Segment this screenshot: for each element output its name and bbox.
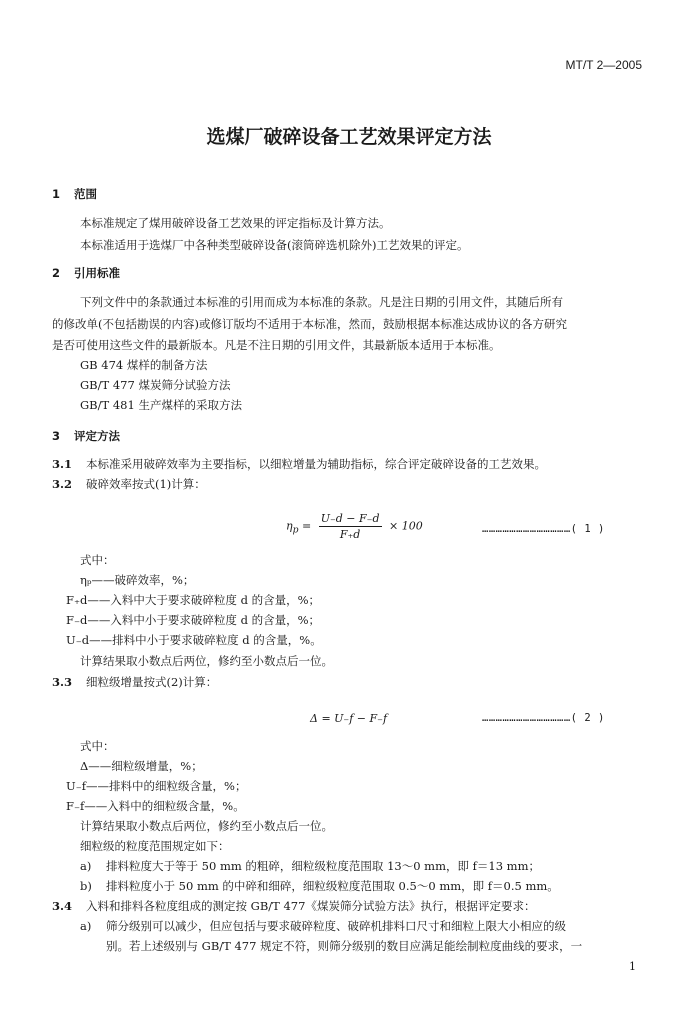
fine-range-intro: 细粒级的粒度范围规定如下： [80, 839, 230, 853]
formula-lhs-subscript: p [292, 524, 299, 536]
list-text: 筛分级别可以减少，但应包括与要求破碎粒度、破碎机排料口尺寸和细粒上限大小相应的级 [106, 919, 566, 933]
paragraph-line: 下列文件中的条款通过本标准的引用而成为本标准的条款。凡是注日期的引用文件，其随后所有 [80, 295, 563, 309]
page-number: 1 [629, 960, 636, 973]
section-2-heading [52, 265, 120, 281]
variable-definition: F₋d——入料中小于要求破碎粒度 d 的含量，%； [66, 613, 321, 627]
paragraph-line: 是否可使用这些文件的最新版本。凡是不注日期的引用文件，其最新版本适用于本标准。 [52, 338, 501, 352]
section-1-heading [52, 186, 97, 202]
where-label: 式中： [80, 739, 115, 753]
section-title: 评定方法 [74, 429, 120, 443]
clause-3-3 [52, 674, 217, 690]
clause-3-4 [52, 898, 535, 914]
clause-number: 3.4 [52, 899, 73, 913]
formula-1 [286, 512, 423, 541]
list-text-continuation: 别。若上述级别与 GB/T 477 规定不符，则筛分级别的数目应满足能绘制粒度曲线的要求，一 [106, 939, 583, 953]
list-item [80, 878, 559, 894]
list-item [80, 918, 566, 934]
formula-tail: × 100 [389, 519, 423, 533]
variable-definition: Δ——细粒级增量，%； [80, 759, 203, 773]
rounding-note: 计算结果取小数点后两位，修约至小数点后一位。 [80, 819, 333, 833]
clause-text: 本标准采用破碎效率为主要指标，以细粒增量为辅助指标，综合评定破碎设备的工艺效果。 [86, 457, 546, 471]
formula-denominator: F₊d [339, 528, 361, 541]
clause-3-2 [52, 476, 206, 492]
clause-number: 3.2 [52, 477, 73, 491]
page-title: 选煤厂破碎设备工艺效果评定方法 [206, 126, 492, 148]
clause-number: 3.1 [52, 457, 73, 471]
clause-number: 3.3 [52, 675, 73, 689]
clause-3-1 [52, 456, 546, 472]
variable-definition: F₋f——入料中的细粒级含量，%。 [66, 799, 245, 813]
list-marker: a) [80, 919, 92, 933]
reference-item: GB 474 煤样的制备方法 [80, 358, 208, 372]
section-number: 1 [52, 187, 61, 201]
list-marker: b) [80, 879, 92, 893]
variable-definition: U₋f——排料中的细粒级含量，%； [66, 779, 247, 793]
formula-lhs: η [286, 519, 293, 533]
list-item [80, 858, 540, 874]
where-label: 式中： [80, 553, 115, 567]
clause-text: 入料和排料各粒度组成的测定按 GB/T 477《煤炭筛分试验方法》执行，根据评定要求： [86, 899, 536, 913]
clause-text: 细粒级增量按式(2)计算： [86, 675, 218, 689]
list-marker: a) [80, 859, 92, 873]
reference-item: GB/T 481 生产煤样的采取方法 [80, 398, 242, 412]
reference-item: GB/T 477 煤炭筛分试验方法 [80, 378, 231, 392]
variable-definition: F₊d——入料中大于要求破碎粒度 d 的含量，%； [66, 593, 321, 607]
clause-text: 破碎效率按式(1)计算： [86, 477, 206, 491]
section-title: 范围 [74, 187, 97, 201]
formula-numerator: U₋d − F₋d [320, 512, 380, 525]
standard-code: MT/T 2—2005 [565, 58, 642, 72]
variable-definition: U₋d——排料中小于要求破碎粒度 d 的含量，%。 [66, 633, 322, 647]
section-3-heading [52, 428, 120, 444]
formula-fraction [319, 512, 382, 541]
equation-number: …………………………………( 1 ) [482, 523, 605, 535]
formula-equals: = [301, 519, 312, 533]
variable-definition: ηₚ——破碎效率，%； [80, 573, 195, 587]
section-number: 3 [52, 429, 61, 443]
paragraph-line: 的修改单(不包括勘误的内容)或修订版均不适用于本标准，然而，鼓励根据本标准达成协议的各方研究 [52, 317, 567, 331]
paragraph: 本标准规定了煤用破碎设备工艺效果的评定指标及计算方法。 [80, 216, 391, 230]
section-number: 2 [52, 266, 61, 280]
paragraph: 本标准适用于选煤厂中各种类型破碎设备(滚筒碎选机除外)工艺效果的评定。 [80, 238, 469, 252]
formula-2: Δ = U₋f − F₋f [310, 712, 388, 725]
rounding-note: 计算结果取小数点后两位，修约至小数点后一位。 [80, 654, 333, 668]
section-title: 引用标准 [74, 266, 120, 280]
list-text: 排料粒度大于等于 50 mm 的粗碎，细粒级粒度范围取 13～0 mm，即 f＝13 mm； [106, 859, 540, 873]
list-text: 排料粒度小于 50 mm 的中碎和细碎，细粒级粒度范围取 0.5～0 mm，即 f＝0.5 mm。 [106, 879, 559, 893]
equation-number: …………………………………( 2 ) [482, 712, 605, 724]
